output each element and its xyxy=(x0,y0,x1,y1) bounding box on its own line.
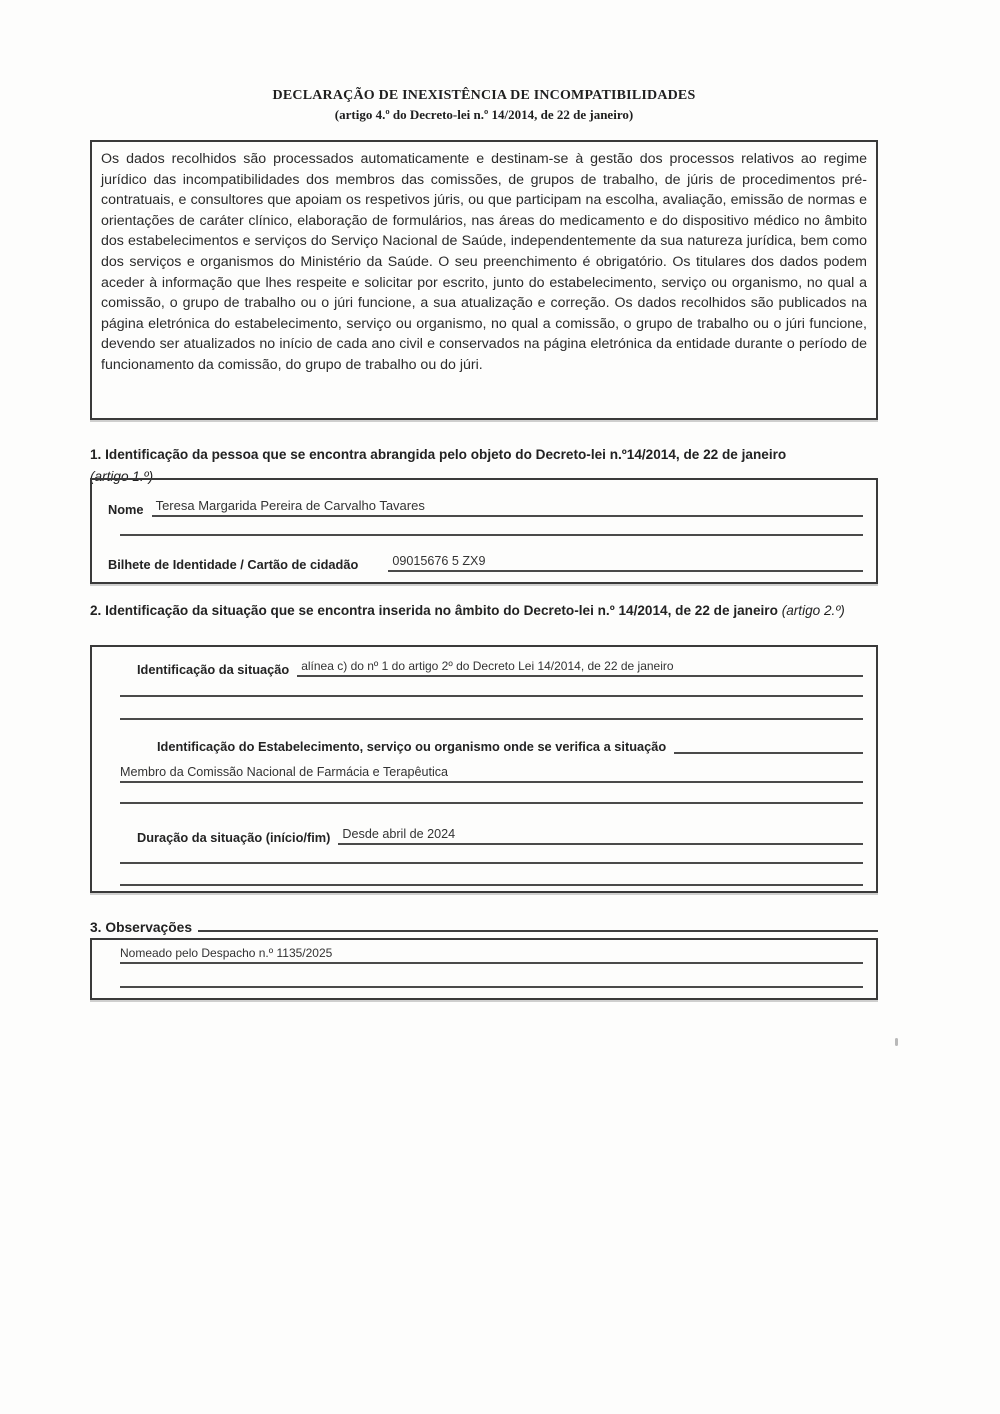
document-subtitle: (artigo 4.º do Decreto-lei n.º 14/2014, de 22 de janeiro) xyxy=(334,107,634,122)
situacao-label: Identificação da situação xyxy=(137,662,290,677)
id-label: Bilhete de Identidade / Cartão de cidadão xyxy=(108,557,359,572)
situacao-row xyxy=(137,659,863,677)
id-row xyxy=(108,554,863,572)
blank-line xyxy=(120,718,863,720)
id-field: 09015676 5 ZX9 xyxy=(388,554,863,572)
section2-heading xyxy=(90,600,878,622)
data-protection-notice-box xyxy=(90,140,878,420)
observacao-field: Nomeado pelo Despacho n.º 1135/2025 xyxy=(120,946,863,964)
blank-line xyxy=(120,862,863,864)
document-title: DECLARAÇÃO DE INEXISTÊNCIA DE INCOMPATIBILIDADES xyxy=(272,88,696,103)
blank-line xyxy=(120,986,863,988)
estabelecimento-label: Identificação do Estabelecimento, serviço ou organismo onde se verifica a situação xyxy=(157,739,667,754)
section3-heading-text: 3. Observações xyxy=(90,920,193,935)
section1-heading-article: (artigo 1.º) xyxy=(90,469,154,484)
blank-line xyxy=(120,695,863,697)
blank-line xyxy=(120,884,863,886)
estabelecimento-label-row xyxy=(157,739,863,754)
section2-heading-text: 2. Identificação da situação que se encontra inserida no âmbito do Decreto-lei n.º 14/2014, de 22 de janeiro xyxy=(90,603,778,618)
estabelecimento-value-row xyxy=(120,765,863,783)
nome-field: Teresa Margarida Pereira de Carvalho Tavares xyxy=(152,498,863,517)
document-title-block xyxy=(90,88,878,123)
blank-line xyxy=(120,534,863,536)
section3-box xyxy=(90,938,878,1000)
section2-box xyxy=(90,645,878,893)
duracao-label: Duração da situação (início/fim) xyxy=(137,830,331,845)
scan-speck xyxy=(895,1038,898,1046)
section1-heading-text: 1. Identificação da pessoa que se encontra abrangida pelo objeto do Decreto-lei n.º14/2014, de 22 de janeiro xyxy=(90,447,787,462)
blank-line xyxy=(120,802,863,804)
duracao-field: Desde abril de 2024 xyxy=(338,827,863,845)
observacao-row xyxy=(120,946,863,964)
heading-rule xyxy=(198,930,878,932)
section2-heading-article: (artigo 2.º) xyxy=(781,603,845,618)
section1-box xyxy=(90,478,878,584)
nome-row xyxy=(108,498,863,517)
estabelecimento-field: Membro da Comissão Nacional de Farmácia e Terapêutica xyxy=(120,765,863,783)
data-protection-notice-text: Os dados recolhidos são processados automaticamente e destinam-se à gestão dos processos relativos ao regime jurídico das incompatibilidades dos membros das comissões, de grupos de trabalho, de júris de procedimentos pré-contratuais, e consultores que apoiam os respetivos júris, ou que participam na escolha, avaliação, emissão de normas e orientações de caráter clínico, elaboração de formulários, nas áreas do medicamento e do dispositivo médico no âmbito dos estabelecimentos e serviços do Serviço Nacional de Saúde, independentemente da sua natureza jurídica, bem como dos serviços e organismos do Ministério da Saúde. O seu preenchimento é obrigatório. Os titulares dos dados podem aceder à informação que lhes respeite e solicitar por escrito, junto do estabelecimento, serviço ou organismo, no qual a comissão, o grupo de trabalho ou o júri funcione, a sua atualização e correção. Os dados recolhidos são publicados na página eletrónica do estabelecimento, serviço ou organismo, no qual a comissão, o grupo de trabalho ou o júri funcione, devendo ser atualizados no início de cada ano civil e conservados na página eletrónica da entidade durante o período de funcionamento da comissão, do grupo de trabalho ou do júri. xyxy=(101,151,867,373)
duracao-row xyxy=(137,827,863,845)
estabelecimento-field-start xyxy=(674,750,863,754)
nome-label: Nome xyxy=(108,502,144,517)
section3-heading xyxy=(90,920,878,935)
situacao-field: alínea c) do nº 1 do artigo 2º do Decreto Lei 14/2014, de 22 de janeiro xyxy=(297,659,863,677)
